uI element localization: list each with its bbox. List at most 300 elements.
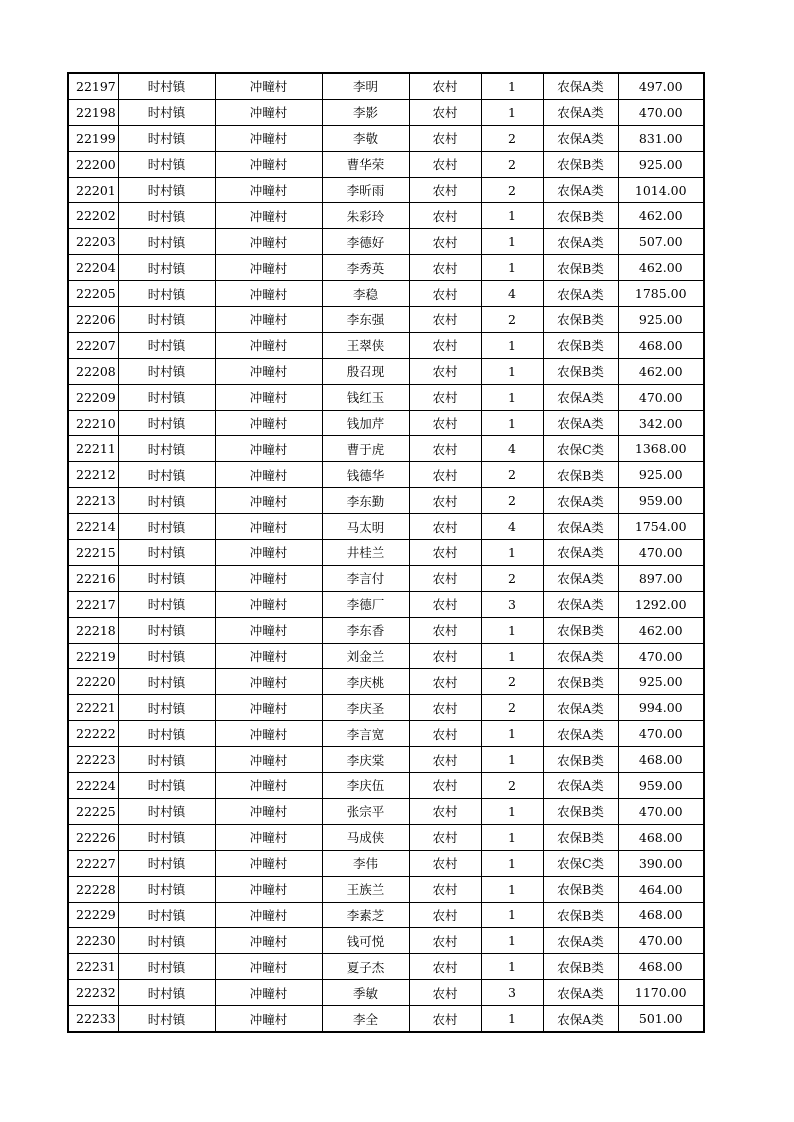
name-cell: 李影 [322, 99, 409, 125]
amount-cell: 470.00 [618, 540, 704, 566]
record-id-cell: 22229 [68, 902, 118, 928]
household-count-cell: 1 [481, 954, 543, 980]
town-cell: 时村镇 [118, 850, 215, 876]
household-count-cell: 1 [481, 824, 543, 850]
town-cell: 时村镇 [118, 747, 215, 773]
record-id-cell: 22223 [68, 747, 118, 773]
table-row [68, 384, 704, 410]
amount-cell: 468.00 [618, 954, 704, 980]
name-cell: 李德好 [322, 229, 409, 255]
amount-cell: 468.00 [618, 902, 704, 928]
area-type-cell: 农村 [409, 125, 481, 151]
household-count-cell: 2 [481, 307, 543, 333]
name-cell: 刘金兰 [322, 643, 409, 669]
amount-cell: 925.00 [618, 307, 704, 333]
category-cell: 农保B类 [543, 617, 618, 643]
record-id-cell: 22222 [68, 721, 118, 747]
town-cell: 时村镇 [118, 514, 215, 540]
category-cell: 农保B类 [543, 747, 618, 773]
village-cell: 冲疃村 [215, 332, 322, 358]
area-type-cell: 农村 [409, 514, 481, 540]
town-cell: 时村镇 [118, 954, 215, 980]
name-cell: 李稳 [322, 281, 409, 307]
amount-cell: 897.00 [618, 565, 704, 591]
table-row [68, 747, 704, 773]
record-id-cell: 22220 [68, 669, 118, 695]
table-row [68, 565, 704, 591]
amount-cell: 390.00 [618, 850, 704, 876]
record-id-cell: 22216 [68, 565, 118, 591]
category-cell: 农保A类 [543, 980, 618, 1006]
name-cell: 王翠侠 [322, 332, 409, 358]
household-count-cell: 1 [481, 902, 543, 928]
area-type-cell: 农村 [409, 902, 481, 928]
amount-cell: 497.00 [618, 73, 704, 99]
household-count-cell: 1 [481, 928, 543, 954]
town-cell: 时村镇 [118, 902, 215, 928]
amount-cell: 470.00 [618, 643, 704, 669]
table-row [68, 281, 704, 307]
town-cell: 时村镇 [118, 462, 215, 488]
household-count-cell: 3 [481, 980, 543, 1006]
area-type-cell: 农村 [409, 643, 481, 669]
town-cell: 时村镇 [118, 1006, 215, 1032]
category-cell: 农保B类 [543, 307, 618, 333]
amount-cell: 1368.00 [618, 436, 704, 462]
village-cell: 冲疃村 [215, 617, 322, 643]
household-count-cell: 4 [481, 281, 543, 307]
name-cell: 李庆圣 [322, 695, 409, 721]
area-type-cell: 农村 [409, 332, 481, 358]
town-cell: 时村镇 [118, 980, 215, 1006]
table-row [68, 540, 704, 566]
category-cell: 农保B类 [543, 669, 618, 695]
category-cell: 农保A类 [543, 229, 618, 255]
household-count-cell: 2 [481, 695, 543, 721]
town-cell: 时村镇 [118, 798, 215, 824]
amount-cell: 470.00 [618, 928, 704, 954]
table-row [68, 203, 704, 229]
table-row [68, 591, 704, 617]
amount-cell: 831.00 [618, 125, 704, 151]
area-type-cell: 农村 [409, 151, 481, 177]
amount-cell: 1170.00 [618, 980, 704, 1006]
table-row [68, 229, 704, 255]
amount-cell: 959.00 [618, 488, 704, 514]
record-id-cell: 22217 [68, 591, 118, 617]
area-type-cell: 农村 [409, 410, 481, 436]
category-cell: 农保A类 [543, 695, 618, 721]
name-cell: 朱彩玲 [322, 203, 409, 229]
amount-cell: 470.00 [618, 99, 704, 125]
record-id-cell: 22215 [68, 540, 118, 566]
amount-cell: 507.00 [618, 229, 704, 255]
name-cell: 井桂兰 [322, 540, 409, 566]
table-row [68, 721, 704, 747]
table-row [68, 980, 704, 1006]
table-row [68, 462, 704, 488]
name-cell: 李全 [322, 1006, 409, 1032]
name-cell: 李素芝 [322, 902, 409, 928]
category-cell: 农保A类 [543, 721, 618, 747]
household-count-cell: 1 [481, 384, 543, 410]
area-type-cell: 农村 [409, 876, 481, 902]
household-count-cell: 2 [481, 151, 543, 177]
village-cell: 冲疃村 [215, 643, 322, 669]
amount-cell: 470.00 [618, 384, 704, 410]
category-cell: 农保A类 [543, 565, 618, 591]
amount-cell: 470.00 [618, 721, 704, 747]
village-cell: 冲疃村 [215, 488, 322, 514]
table-row [68, 798, 704, 824]
town-cell: 时村镇 [118, 669, 215, 695]
record-id-cell: 22233 [68, 1006, 118, 1032]
amount-cell: 925.00 [618, 151, 704, 177]
record-id-cell: 22200 [68, 151, 118, 177]
record-id-cell: 22205 [68, 281, 118, 307]
town-cell: 时村镇 [118, 332, 215, 358]
amount-cell: 462.00 [618, 617, 704, 643]
table-row [68, 488, 704, 514]
category-cell: 农保A类 [543, 488, 618, 514]
table-row [68, 151, 704, 177]
town-cell: 时村镇 [118, 73, 215, 99]
town-cell: 时村镇 [118, 307, 215, 333]
name-cell: 王族兰 [322, 876, 409, 902]
name-cell: 李东香 [322, 617, 409, 643]
table-body [68, 73, 704, 1032]
village-cell: 冲疃村 [215, 954, 322, 980]
household-count-cell: 2 [481, 177, 543, 203]
village-cell: 冲疃村 [215, 798, 322, 824]
name-cell: 钱红玉 [322, 384, 409, 410]
amount-cell: 1785.00 [618, 281, 704, 307]
village-cell: 冲疃村 [215, 203, 322, 229]
town-cell: 时村镇 [118, 591, 215, 617]
area-type-cell: 农村 [409, 255, 481, 281]
household-count-cell: 2 [481, 669, 543, 695]
category-cell: 农保A类 [543, 384, 618, 410]
amount-cell: 1014.00 [618, 177, 704, 203]
village-cell: 冲疃村 [215, 591, 322, 617]
town-cell: 时村镇 [118, 928, 215, 954]
amount-cell: 464.00 [618, 876, 704, 902]
area-type-cell: 农村 [409, 540, 481, 566]
table-row [68, 617, 704, 643]
area-type-cell: 农村 [409, 954, 481, 980]
amount-cell: 342.00 [618, 410, 704, 436]
category-cell: 农保B类 [543, 902, 618, 928]
area-type-cell: 农村 [409, 281, 481, 307]
name-cell: 殷召现 [322, 358, 409, 384]
village-cell: 冲疃村 [215, 773, 322, 799]
record-id-cell: 22204 [68, 255, 118, 281]
record-id-cell: 22207 [68, 332, 118, 358]
category-cell: 农保A类 [543, 540, 618, 566]
household-count-cell: 1 [481, 798, 543, 824]
household-count-cell: 1 [481, 1006, 543, 1032]
village-cell: 冲疃村 [215, 514, 322, 540]
area-type-cell: 农村 [409, 928, 481, 954]
village-cell: 冲疃村 [215, 824, 322, 850]
name-cell: 李庆棠 [322, 747, 409, 773]
record-id-cell: 22232 [68, 980, 118, 1006]
area-type-cell: 农村 [409, 798, 481, 824]
town-cell: 时村镇 [118, 695, 215, 721]
area-type-cell: 农村 [409, 617, 481, 643]
category-cell: 农保C类 [543, 850, 618, 876]
village-cell: 冲疃村 [215, 928, 322, 954]
name-cell: 李明 [322, 73, 409, 99]
household-count-cell: 1 [481, 332, 543, 358]
category-cell: 农保A类 [543, 514, 618, 540]
village-cell: 冲疃村 [215, 695, 322, 721]
town-cell: 时村镇 [118, 281, 215, 307]
record-id-cell: 22231 [68, 954, 118, 980]
record-id-cell: 22198 [68, 99, 118, 125]
household-count-cell: 4 [481, 436, 543, 462]
table-row [68, 255, 704, 281]
village-cell: 冲疃村 [215, 669, 322, 695]
village-cell: 冲疃村 [215, 747, 322, 773]
amount-cell: 1754.00 [618, 514, 704, 540]
category-cell: 农保A类 [543, 591, 618, 617]
table-row [68, 876, 704, 902]
table-row [68, 307, 704, 333]
amount-cell: 462.00 [618, 358, 704, 384]
area-type-cell: 农村 [409, 177, 481, 203]
name-cell: 曹于虎 [322, 436, 409, 462]
household-count-cell: 1 [481, 747, 543, 773]
table-row [68, 902, 704, 928]
area-type-cell: 农村 [409, 721, 481, 747]
category-cell: 农保A类 [543, 281, 618, 307]
category-cell: 农保A类 [543, 177, 618, 203]
category-cell: 农保B类 [543, 876, 618, 902]
area-type-cell: 农村 [409, 73, 481, 99]
amount-cell: 468.00 [618, 824, 704, 850]
record-id-cell: 22221 [68, 695, 118, 721]
name-cell: 钱可悦 [322, 928, 409, 954]
table-row [68, 643, 704, 669]
town-cell: 时村镇 [118, 99, 215, 125]
area-type-cell: 农村 [409, 229, 481, 255]
amount-cell: 925.00 [618, 669, 704, 695]
village-cell: 冲疃村 [215, 876, 322, 902]
table-row [68, 436, 704, 462]
table-row [68, 954, 704, 980]
town-cell: 时村镇 [118, 255, 215, 281]
name-cell: 李东强 [322, 307, 409, 333]
record-id-cell: 22203 [68, 229, 118, 255]
area-type-cell: 农村 [409, 488, 481, 514]
amount-cell: 501.00 [618, 1006, 704, 1032]
record-id-cell: 22226 [68, 824, 118, 850]
name-cell: 李言付 [322, 565, 409, 591]
village-cell: 冲疃村 [215, 255, 322, 281]
household-count-cell: 1 [481, 358, 543, 384]
benefit-table [67, 72, 705, 1033]
area-type-cell: 农村 [409, 695, 481, 721]
record-id-cell: 22210 [68, 410, 118, 436]
table-row [68, 99, 704, 125]
household-count-cell: 2 [481, 565, 543, 591]
village-cell: 冲疃村 [215, 902, 322, 928]
category-cell: 农保B类 [543, 954, 618, 980]
name-cell: 李敬 [322, 125, 409, 151]
town-cell: 时村镇 [118, 876, 215, 902]
town-cell: 时村镇 [118, 436, 215, 462]
name-cell: 李秀英 [322, 255, 409, 281]
village-cell: 冲疃村 [215, 229, 322, 255]
village-cell: 冲疃村 [215, 384, 322, 410]
household-count-cell: 1 [481, 540, 543, 566]
name-cell: 李庆桃 [322, 669, 409, 695]
name-cell: 钱德华 [322, 462, 409, 488]
household-count-cell: 1 [481, 721, 543, 747]
record-id-cell: 22227 [68, 850, 118, 876]
household-count-cell: 1 [481, 643, 543, 669]
category-cell: 农保B类 [543, 358, 618, 384]
area-type-cell: 农村 [409, 462, 481, 488]
town-cell: 时村镇 [118, 721, 215, 747]
record-id-cell: 22197 [68, 73, 118, 99]
town-cell: 时村镇 [118, 125, 215, 151]
town-cell: 时村镇 [118, 565, 215, 591]
town-cell: 时村镇 [118, 773, 215, 799]
household-count-cell: 4 [481, 514, 543, 540]
area-type-cell: 农村 [409, 307, 481, 333]
amount-cell: 925.00 [618, 462, 704, 488]
record-id-cell: 22224 [68, 773, 118, 799]
village-cell: 冲疃村 [215, 73, 322, 99]
area-type-cell: 农村 [409, 565, 481, 591]
name-cell: 李东勤 [322, 488, 409, 514]
record-id-cell: 22228 [68, 876, 118, 902]
record-id-cell: 22214 [68, 514, 118, 540]
record-id-cell: 22211 [68, 436, 118, 462]
amount-cell: 994.00 [618, 695, 704, 721]
table-row [68, 695, 704, 721]
category-cell: 农保C类 [543, 436, 618, 462]
name-cell: 夏子杰 [322, 954, 409, 980]
town-cell: 时村镇 [118, 151, 215, 177]
area-type-cell: 农村 [409, 980, 481, 1006]
area-type-cell: 农村 [409, 669, 481, 695]
name-cell: 李言宽 [322, 721, 409, 747]
village-cell: 冲疃村 [215, 281, 322, 307]
table-row [68, 514, 704, 540]
household-count-cell: 1 [481, 617, 543, 643]
household-count-cell: 1 [481, 99, 543, 125]
table-row [68, 669, 704, 695]
category-cell: 农保A类 [543, 99, 618, 125]
town-cell: 时村镇 [118, 384, 215, 410]
amount-cell: 470.00 [618, 798, 704, 824]
name-cell: 曹华荣 [322, 151, 409, 177]
village-cell: 冲疃村 [215, 151, 322, 177]
town-cell: 时村镇 [118, 540, 215, 566]
category-cell: 农保A类 [543, 928, 618, 954]
name-cell: 李昕雨 [322, 177, 409, 203]
village-cell: 冲疃村 [215, 436, 322, 462]
town-cell: 时村镇 [118, 177, 215, 203]
record-id-cell: 22209 [68, 384, 118, 410]
household-count-cell: 1 [481, 255, 543, 281]
record-id-cell: 22218 [68, 617, 118, 643]
table-row [68, 73, 704, 99]
category-cell: 农保A类 [543, 410, 618, 436]
village-cell: 冲疃村 [215, 99, 322, 125]
area-type-cell: 农村 [409, 436, 481, 462]
household-count-cell: 2 [481, 462, 543, 488]
table-row [68, 177, 704, 203]
record-id-cell: 22206 [68, 307, 118, 333]
household-count-cell: 1 [481, 203, 543, 229]
record-id-cell: 22213 [68, 488, 118, 514]
village-cell: 冲疃村 [215, 540, 322, 566]
area-type-cell: 农村 [409, 747, 481, 773]
village-cell: 冲疃村 [215, 1006, 322, 1032]
name-cell: 钱加芹 [322, 410, 409, 436]
record-id-cell: 22230 [68, 928, 118, 954]
table-row [68, 928, 704, 954]
village-cell: 冲疃村 [215, 410, 322, 436]
town-cell: 时村镇 [118, 410, 215, 436]
household-count-cell: 1 [481, 73, 543, 99]
area-type-cell: 农村 [409, 824, 481, 850]
area-type-cell: 农村 [409, 203, 481, 229]
name-cell: 李德厂 [322, 591, 409, 617]
household-count-cell: 2 [481, 488, 543, 514]
village-cell: 冲疃村 [215, 850, 322, 876]
household-count-cell: 2 [481, 773, 543, 799]
name-cell: 马太明 [322, 514, 409, 540]
village-cell: 冲疃村 [215, 721, 322, 747]
household-count-cell: 1 [481, 410, 543, 436]
category-cell: 农保A类 [543, 773, 618, 799]
name-cell: 李伟 [322, 850, 409, 876]
name-cell: 马成侠 [322, 824, 409, 850]
category-cell: 农保B类 [543, 332, 618, 358]
category-cell: 农保B类 [543, 798, 618, 824]
record-id-cell: 22225 [68, 798, 118, 824]
town-cell: 时村镇 [118, 229, 215, 255]
record-id-cell: 22219 [68, 643, 118, 669]
category-cell: 农保B类 [543, 824, 618, 850]
category-cell: 农保B类 [543, 151, 618, 177]
category-cell: 农保A类 [543, 125, 618, 151]
table-row [68, 410, 704, 436]
name-cell: 张宗平 [322, 798, 409, 824]
area-type-cell: 农村 [409, 384, 481, 410]
town-cell: 时村镇 [118, 203, 215, 229]
amount-cell: 462.00 [618, 203, 704, 229]
household-count-cell: 1 [481, 850, 543, 876]
town-cell: 时村镇 [118, 824, 215, 850]
amount-cell: 1292.00 [618, 591, 704, 617]
village-cell: 冲疃村 [215, 307, 322, 333]
area-type-cell: 农村 [409, 591, 481, 617]
village-cell: 冲疃村 [215, 177, 322, 203]
town-cell: 时村镇 [118, 488, 215, 514]
household-count-cell: 1 [481, 229, 543, 255]
table-row [68, 125, 704, 151]
village-cell: 冲疃村 [215, 125, 322, 151]
category-cell: 农保B类 [543, 255, 618, 281]
record-id-cell: 22208 [68, 358, 118, 384]
village-cell: 冲疃村 [215, 980, 322, 1006]
